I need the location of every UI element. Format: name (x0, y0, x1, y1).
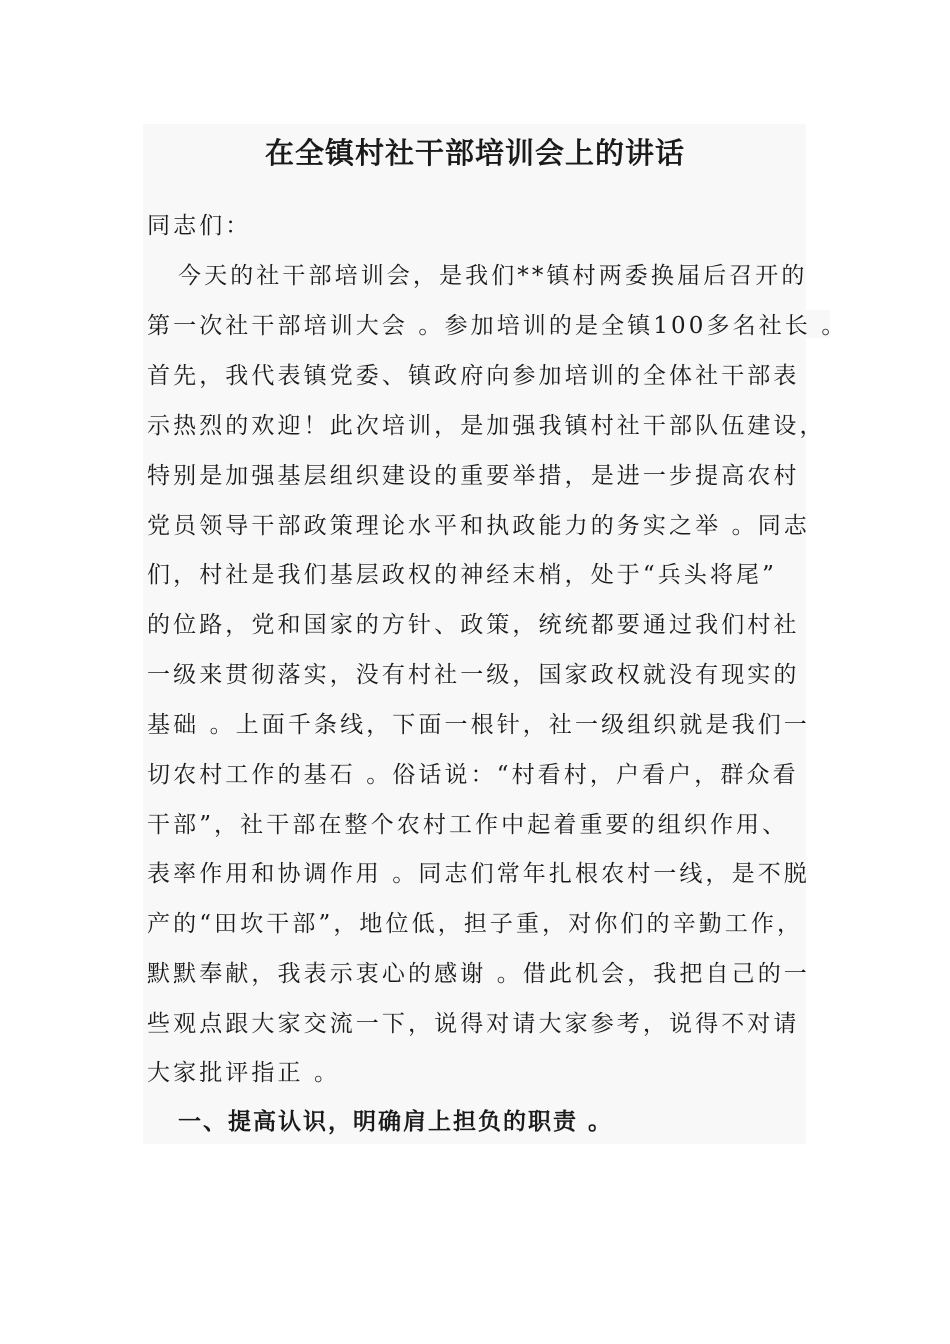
body-line: 特别是加强基层组织建设的重要举措，是进一步提高农村 (147, 463, 800, 489)
body-line: 默默奉献，我表示衷心的感谢 。借此机会，我把自己的一 (147, 961, 810, 987)
body-line: 些观点跟大家交流一下，说得对请大家参考，说得不对请 (147, 1011, 800, 1037)
body-line: 大家批评指正 。 (147, 1060, 341, 1086)
section-heading: 一、提高认识，明确肩上担负的职责 。 (178, 1108, 614, 1135)
body-line: 示热烈的欢迎！此次培训，是加强我镇村社干部队伍建设， (147, 413, 826, 439)
document-title: 在全镇村社干部培训会上的讲话 (264, 136, 685, 170)
body-line: 首先，我代表镇党委、镇政府向参加培训的全体社干部表 (147, 363, 800, 389)
body-line: 表率作用和协调作用 。同志们常年扎根农村一线，是不脱 (147, 861, 810, 887)
body-line: 的位路，党和国家的方针、政策，统统都要通过我们村社 (147, 612, 800, 638)
body-line: 干部”，社干部在整个农村工作中起着重要的组织作用、 (147, 812, 789, 838)
body-line: 们，村社是我们基层政权的神经末梢，处于“兵头将尾” (147, 562, 778, 588)
body-line: 一级来贯彻落实，没有村社一级，国家政权就没有现实的 (147, 662, 800, 688)
body-line: 产的“田坎干部”，地位低，担子重，对你们的辛勤工作， (147, 911, 804, 937)
body-line: 基础 。上面千条线，下面一根针，社一级组织就是我们一 (147, 712, 810, 738)
body-line: 党员领导干部政策理论水平和执政能力的务实之举 。同志 (147, 513, 810, 539)
body-line: 第一次社干部培训大会 。参加培训的是全镇100多名社长 。 (147, 313, 848, 339)
body-line: 切农村工作的基石 。俗话说：“村看村，户看户，群众看 (147, 762, 799, 788)
body-line: 今天的社干部培训会，是我们**镇村两委换届后召开的 (178, 263, 808, 289)
salutation: 同志们： (147, 213, 252, 239)
